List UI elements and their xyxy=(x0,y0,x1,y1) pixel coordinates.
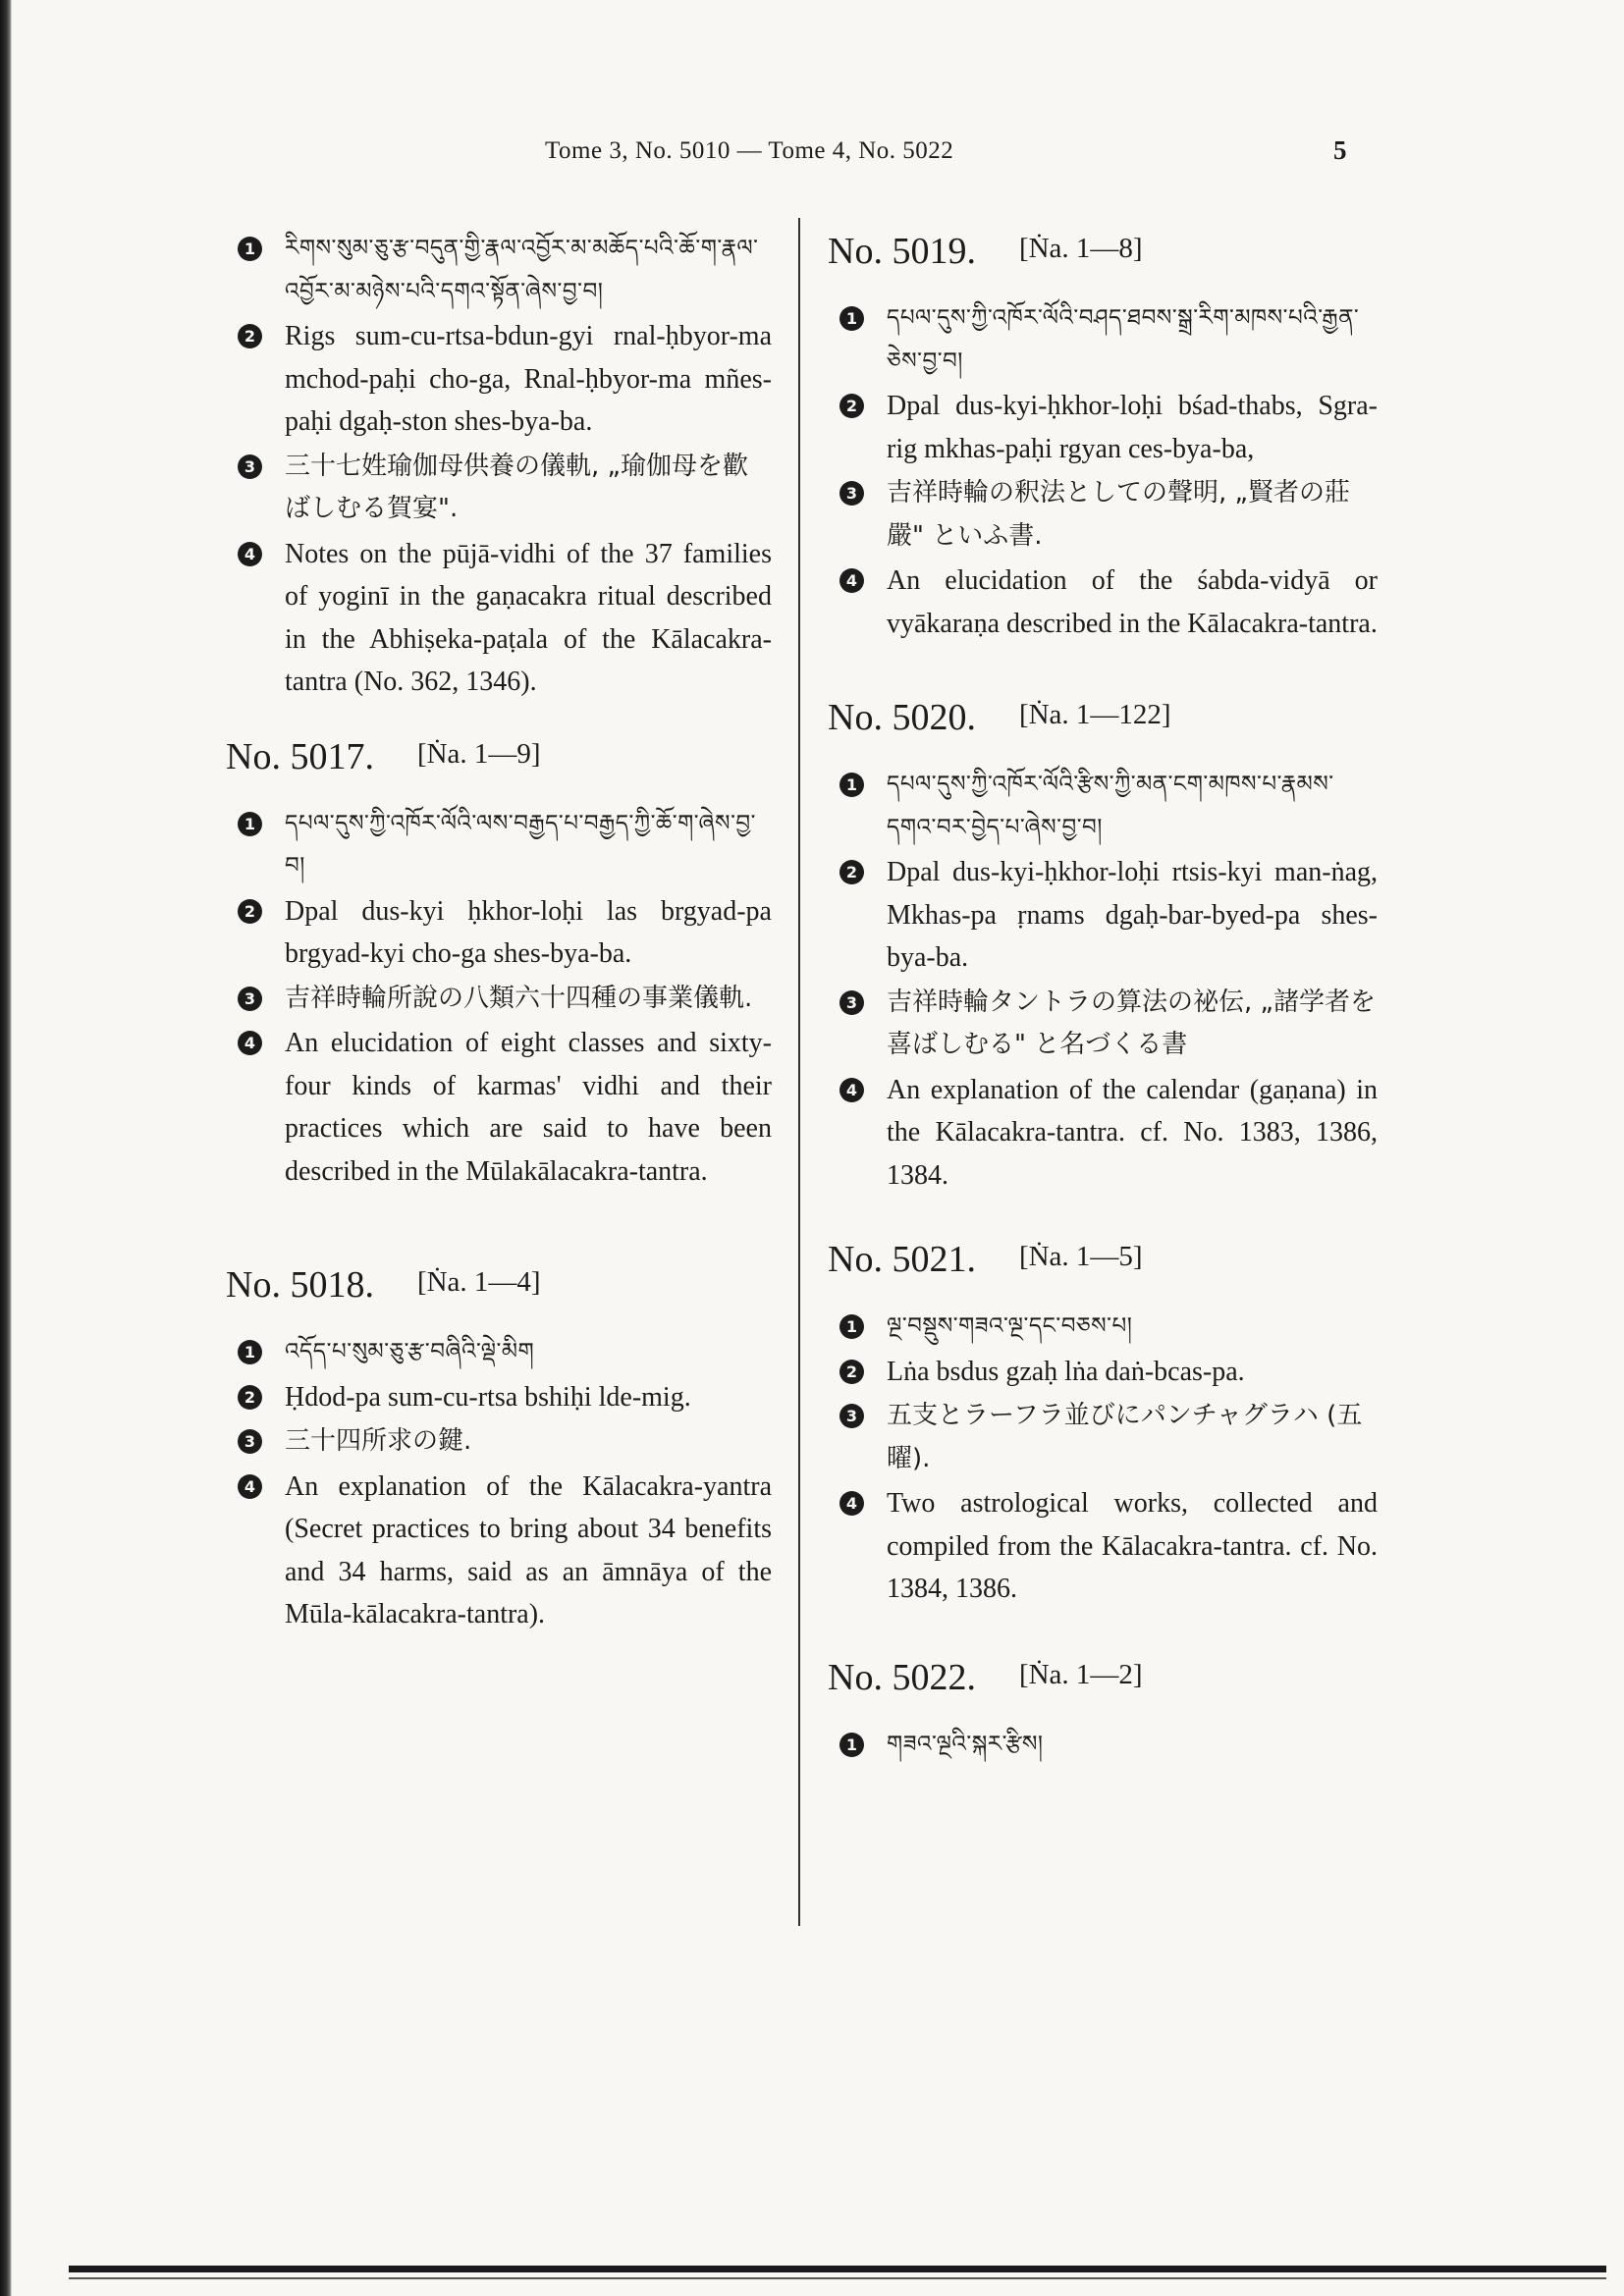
tibetan-title: དཔལ་དུས་ཀྱི་འཁོར་ལོའི་བཤད་ཐབས་སྒྲ་རིག་མཁས་པའི་རྒྱན་ཅེས་བྱ་བ། xyxy=(887,305,1360,374)
item-text: An explanation of the calendar (gaṇana) in the Kālacakra-tantra. cf. No. 1383, 1386, 1384. xyxy=(887,1074,1378,1191)
item-number-badge: 2 xyxy=(238,899,262,924)
entry-heading xyxy=(226,1261,772,1311)
entry-item xyxy=(828,472,1378,558)
item-number-badge: 1 xyxy=(238,1340,262,1364)
entry-item xyxy=(828,1069,1378,1198)
item-text: An elucidation of the śabda-vidyā or vyākaraṇa described in the Kālacakra-tantra. xyxy=(887,565,1378,639)
entry-item xyxy=(226,228,772,313)
item-text: An elucidation of eight classes and sixty-four kinds of karmas' vidhi and their practices which are said to have been described in the Mūlakālacakra-tantra. xyxy=(285,1028,772,1187)
right-column xyxy=(828,228,1378,1768)
entry-item xyxy=(828,385,1378,470)
entry-item xyxy=(828,1482,1378,1611)
entry-item xyxy=(828,982,1378,1067)
japanese-title: 吉祥時輪の釈法としての聲明, „賢者の莊嚴" といふ書. xyxy=(887,478,1350,551)
entry-reference: [Ṅa. 1—2] xyxy=(1018,1658,1143,1690)
japanese-title: 五支とラーフラ並びにパンチャグラハ (五曜). xyxy=(887,1401,1363,1473)
item-text: Two astrological works, collected and compiled from the Kālacakra-tantra. cf. No. 1384, 1386. xyxy=(887,1488,1378,1604)
catalog-entry xyxy=(828,1654,1378,1767)
entry-heading xyxy=(828,694,1378,744)
bottom-rule xyxy=(69,2266,1606,2272)
japanese-title: 吉祥時輪タントラの算法の祕伝, „諸学者を喜ばしむる" と名づくる書 xyxy=(887,987,1376,1059)
tibetan-title: རིགས་སུམ་ཅུ་རྩ་བདུན་གྱི་རྣལ་འབྱོར་མ་མཆོད་པའི་ཆོ་ག་རྣལ་འབྱོར་མ་མཉེས་པའི་དགའ་སྟོན་ཞེས་བྱ་བ། xyxy=(285,236,759,304)
tibetan-title: དཔལ་དུས་ཀྱི་འཁོར་ལོའི་ལས་བརྒྱད་པ་བརྒྱད་ཀྱི་ཆོ་ག་ཞེས་བྱ་བ། xyxy=(285,810,756,879)
item-text: An explanation of the Kālacakra-yantra (Secret practices to bring about 34 benefits and 34 harms, said as an āmnāya of the Mūla-kālacakra-tantra). xyxy=(285,1470,772,1629)
entry-item xyxy=(828,1351,1378,1394)
entry-item xyxy=(828,1306,1378,1349)
item-number-badge: 3 xyxy=(238,987,262,1011)
entry-item xyxy=(226,890,772,976)
entry-reference: [Ṅa. 1—122] xyxy=(1018,699,1171,730)
entry-item xyxy=(828,1724,1378,1767)
item-number-badge: 3 xyxy=(839,1404,864,1428)
japanese-title: 吉祥時輪所說の八類六十四種の事業儀軌. xyxy=(285,983,753,1013)
entry-item xyxy=(828,297,1378,383)
entry-item xyxy=(226,978,772,1021)
entry-item xyxy=(828,1395,1378,1480)
item-number-badge: 1 xyxy=(238,237,262,261)
item-number-badge: 4 xyxy=(839,1491,864,1516)
item-text: Dpal dus-kyi-ḥkhor-loḥi rtsis-kyi man-ṅag, Mkhas-pa ṛnams dgaḥ-bar-byed-pa shes-bya-ba. xyxy=(887,857,1378,973)
entry-item xyxy=(226,1420,772,1464)
japanese-title: 三十七姓瑜伽母供養の儀軌, „瑜伽母を歡ばしむる賀宴". xyxy=(285,451,748,523)
entry-item xyxy=(828,851,1378,980)
left-column xyxy=(226,228,772,1638)
scan-edge-shadow xyxy=(0,0,12,2296)
entry-item xyxy=(226,1376,772,1419)
entry-item xyxy=(226,1466,772,1636)
item-number-badge: 1 xyxy=(839,306,864,331)
item-text: Lṅa bsdus gzaḥ lṅa daṅ-bcas-pa. xyxy=(887,1356,1245,1387)
item-number-badge: 1 xyxy=(839,773,864,797)
entry-item xyxy=(226,803,772,888)
item-number-badge: 2 xyxy=(839,860,864,884)
entry-item xyxy=(828,560,1378,645)
bottom-rule-thin xyxy=(69,2277,1606,2279)
item-text: Dpal dus-kyi-ḥkhor-loḥi bśad-thabs, Sgra-rig mkhas-paḥi rgyan ces-bya-ba, xyxy=(887,391,1378,464)
japanese-title: 三十四所求の鍵. xyxy=(285,1426,472,1456)
item-number-badge: 4 xyxy=(839,1078,864,1102)
item-number-badge: 1 xyxy=(839,1314,864,1339)
tibetan-title: འདོད་པ་སུམ་ཅུ་རྩ་བཞིའི་ལྡེ་མིག xyxy=(285,1339,535,1364)
item-text: Notes on the pūjā-vidhi of the 37 families of yoginī in the gaṇacakra ritual described in the Abhiṣeka-paṭala of the Kālacakra-tantra (No. 362, 1346). xyxy=(285,538,772,697)
item-number-badge: 1 xyxy=(238,812,262,836)
catalog-entry xyxy=(226,733,772,1194)
item-number-badge: 3 xyxy=(839,481,864,506)
entry-item xyxy=(226,315,772,444)
entry-reference: [Ṅa. 1—4] xyxy=(416,1266,541,1298)
entry-item xyxy=(828,764,1378,849)
entry-item xyxy=(226,533,772,704)
item-number-badge: 4 xyxy=(238,1031,262,1055)
item-number-badge: 2 xyxy=(238,1385,262,1410)
entry-reference: [Ṅa. 1—8] xyxy=(1018,233,1143,264)
item-number-badge: 2 xyxy=(839,1360,864,1384)
entry-item xyxy=(226,446,772,531)
entry-number: No. 5018. xyxy=(226,1264,374,1306)
item-text: Rigs sum-cu-rtsa-bdun-gyi rnal-ḥbyor-ma mchod-paḥi cho-ga, Rnal-ḥbyor-ma mñes-paḥi dgaḥ-ston shes-bya-ba. xyxy=(285,321,772,437)
item-number-badge: 4 xyxy=(839,568,864,593)
entry-number: No. 5021. xyxy=(828,1239,976,1280)
catalog-entry xyxy=(828,694,1378,1197)
entry-heading xyxy=(828,1236,1378,1286)
column-divider xyxy=(798,218,800,1926)
tibetan-title: གཟའ་ལྔའི་སྐར་རྩིས། xyxy=(887,1731,1044,1757)
item-number-badge: 3 xyxy=(238,1429,262,1454)
running-header: Tome 3, No. 5010 — Tome 4, No. 5022 xyxy=(545,137,954,164)
entry-item xyxy=(226,1331,772,1374)
catalog-entry xyxy=(828,1236,1378,1611)
tibetan-title: དཔལ་དུས་ཀྱི་འཁོར་ལོའི་རྩིས་ཀྱི་མན་ངག་མཁས་པ་རྣམས་དགའ་བར་བྱེད་པ་ཞེས་བྱ་བ། xyxy=(887,772,1334,840)
entry-number: No. 5022. xyxy=(828,1656,976,1698)
item-number-badge: 1 xyxy=(839,1733,864,1757)
entry-item xyxy=(226,1022,772,1193)
entry-number: No. 5020. xyxy=(828,697,976,738)
item-text: Ḥdod-pa sum-cu-rtsa bshiḥi lde-mig. xyxy=(285,1381,691,1413)
catalog-entry xyxy=(226,228,772,704)
item-number-badge: 4 xyxy=(238,542,262,566)
item-number-badge: 2 xyxy=(839,394,864,418)
entry-heading xyxy=(828,228,1378,278)
catalog-entry xyxy=(828,228,1378,645)
item-number-badge: 4 xyxy=(238,1474,262,1499)
entry-number: No. 5019. xyxy=(828,231,976,272)
item-number-badge: 3 xyxy=(238,454,262,479)
entry-heading xyxy=(226,733,772,783)
page-number: 5 xyxy=(1333,135,1347,165)
catalog-entry xyxy=(226,1261,772,1636)
item-number-badge: 2 xyxy=(238,324,262,348)
item-number-badge: 3 xyxy=(839,990,864,1015)
entry-heading xyxy=(828,1654,1378,1704)
tibetan-title: ལྔ་བསྡུས་གཟའ་ལྔ་དང་བཅས་པ། xyxy=(887,1313,1133,1339)
entry-reference: [Ṅa. 1—9] xyxy=(416,737,541,770)
entry-reference: [Ṅa. 1—5] xyxy=(1018,1241,1143,1272)
item-text: Dpal dus-kyi ḥkhor-loḥi las brgyad-pa brgyad-kyi cho-ga shes-bya-ba. xyxy=(285,895,772,969)
entry-number: No. 5017. xyxy=(226,735,374,777)
